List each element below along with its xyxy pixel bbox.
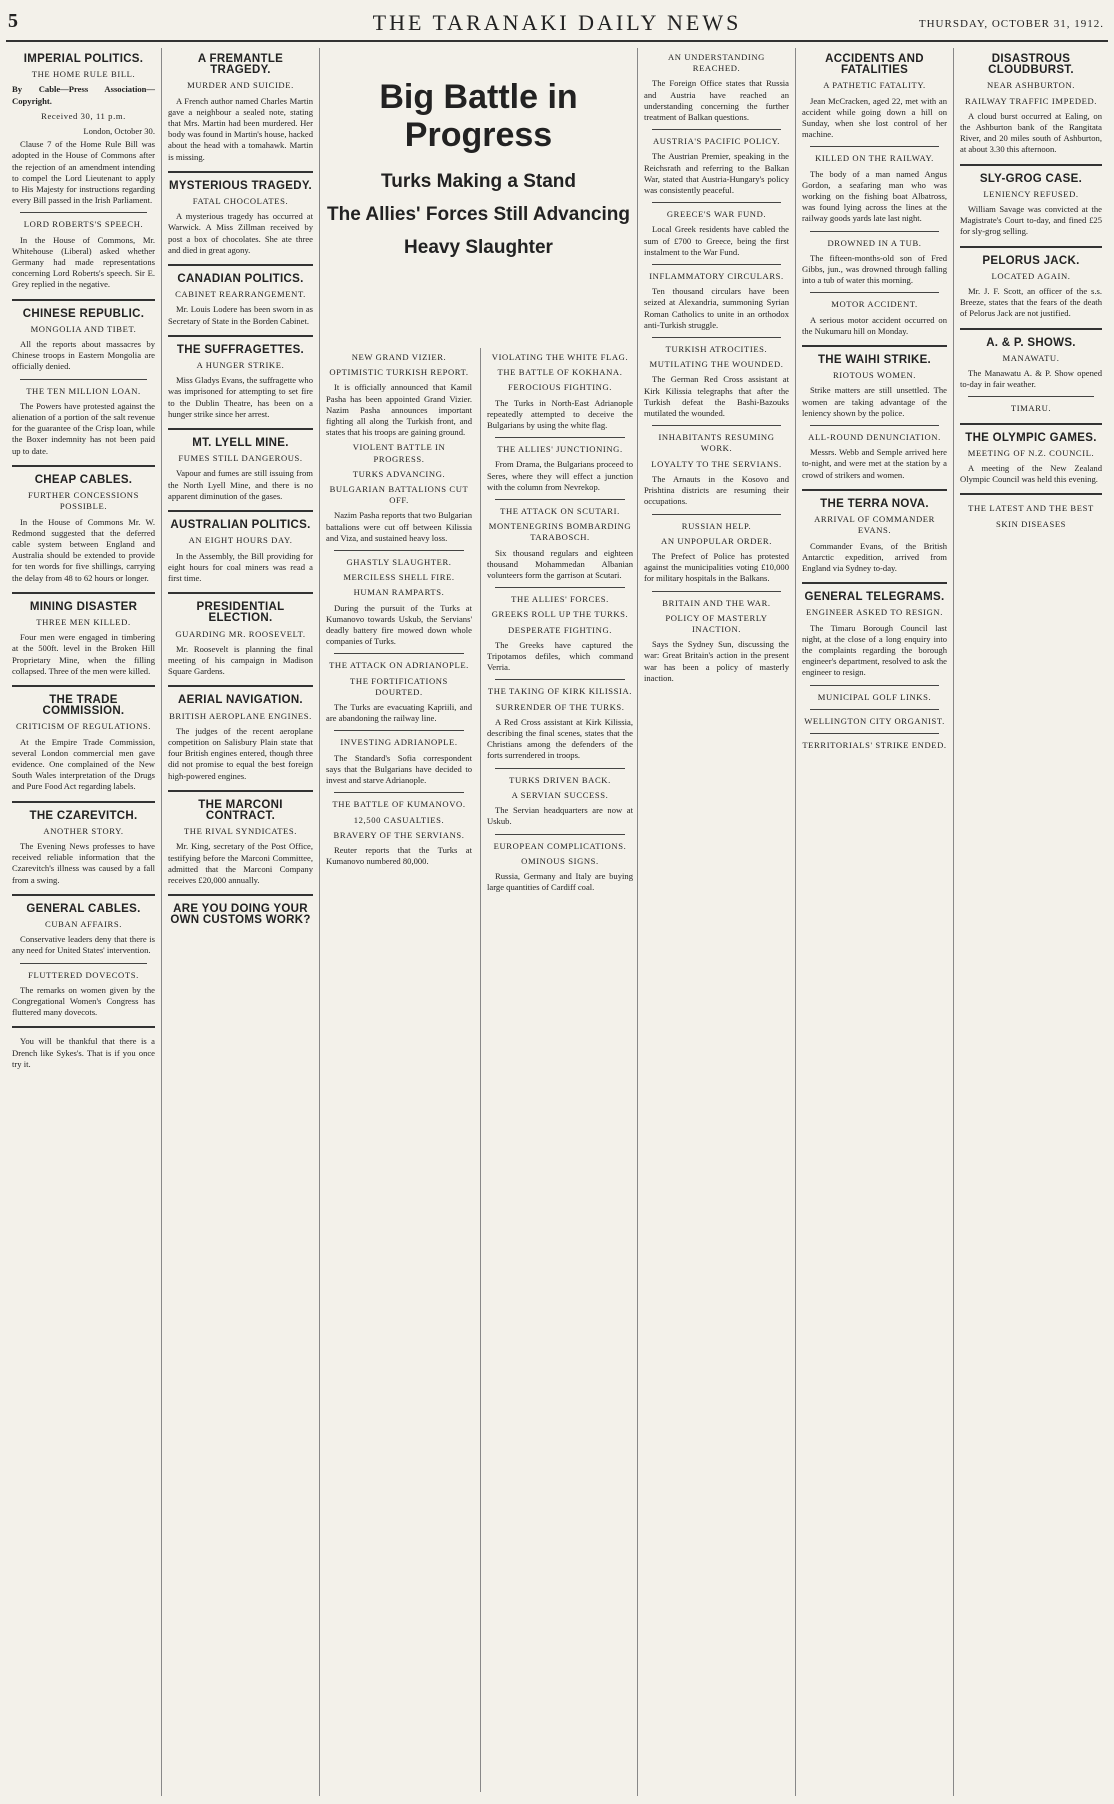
advertisement: You will be thankful that there is a Drench like Sykes's. That is if you once try it. [12,1036,155,1069]
section-heading: MINING DISASTER [29,600,138,613]
column-2 [162,48,320,1796]
section-heading: AERIAL NAVIGATION. [178,694,303,707]
sub-heading: MONGOLIA AND TIBET. [30,323,137,334]
article-paragraph: Russia, Germany and Italy are buying large quantities of Cardiff coal. [487,870,633,893]
sub-heading: MUNICIPAL GOLF LINKS. [817,691,932,702]
column-1 [6,48,162,1796]
article-paragraph: William Savage was convicted at the Magistrate's Court to-day, and fined £25 for sly-grog selling. [960,204,1102,237]
sub-heading: THE RIVAL SYNDICATES. [183,826,298,837]
war-news-columns [326,348,631,1792]
sub-heading: FATAL CHOCOLATES. [192,196,289,207]
sub-heading: THREE MEN KILLED. [36,616,131,627]
sub-heading: TURKISH ATROCITIES. [665,344,768,355]
article-paragraph: A French author named Charles Martin gave a neighbour a sealed note, stating that Mrs. Martin had been murdered. Her body was found in Martin's house, hacked about the head with a tomahawk. Martin is missing. [168,95,313,162]
sub-heading: MOTOR ACCIDENT. [831,299,918,310]
article-paragraph: A Red Cross assistant at Kirk Kilissia, describing the final scenes, states that the Christians among the defenders of the forts surrendered in troops. [487,716,633,761]
section-heading: THE MARCONI CONTRACT. [198,798,283,822]
article-paragraph: Miss Gladys Evans, the suffragette who was imprisoned for attempting to set fire to the Dublin Theatre, has been on a hunger strike since her arrest. [168,375,313,419]
article-paragraph: Conservative leaders deny that there is any need for United States' intervention. [12,934,155,956]
article-paragraph: All the reports about massacres by Chinese troops in Eastern Mongolia are officially denied. [12,339,155,372]
article-paragraph: Messrs. Webb and Semple arrived here to-night, and were met at the station by a crowd of strikers and women. [802,447,947,480]
sub-heading: BRITISH AEROPLANE ENGINES. [169,710,312,721]
article-paragraph: A serious motor accident occurred on the Nukumaru hill on Monday. [802,314,947,336]
sub-heading: THE BATTLE OF KOKHANA. [497,367,623,378]
sub-heading: AN UNPOPULAR ORDER. [661,535,772,546]
article-paragraph: The body of a man named Angus Gordon, a seafaring man who was working on the fishing boat Albatross, was found lying across the lines at the railway goods yards late last night. [802,168,947,224]
article-paragraph: Vapour and fumes are still issuing from the North Lyell Mine, and there is no apparent diminution of the gases. [168,468,313,501]
column-war-news [320,48,638,1796]
sub-heading: LENIENCY REFUSED. [983,188,1079,199]
section-heading: DISASTROUS CLOUDBURST. [988,53,1074,77]
article-paragraph: The remarks on women given by the Congregational Women's Congress has fluttered many dovecots. [12,984,155,1018]
section-heading: THE WAIHI STRIKE. [817,354,932,367]
column-6 [954,48,1108,1796]
article-paragraph: Local Greek residents have cabled the sum of £700 to Greece, being the first instalment to the War Fund. [644,224,789,257]
sub-heading: MEETING OF N.Z. COUNCIL. [967,447,1095,458]
sub-heading: RIOTOUS WOMEN. [832,370,917,381]
received-line: Received 30, 11 p.m. [41,110,126,121]
sub-heading: ARRIVAL OF COMMANDER EVANS. [814,514,935,536]
article-paragraph: Strike matters are still unsettled. The women are taking advantage of the leniency shown by the police. [802,385,947,418]
sub-heading: THE HOME RULE BILL. [31,69,136,80]
article-paragraph: The Turks are evacuating Kapriili, and are abandoning the railway line. [326,702,472,724]
section-heading: THE OLYMPIC GAMES. [965,431,1097,444]
article-paragraph: Mr. Louis Lodere has been sworn in as Secretary of State in the Borden Cabinet. [168,304,313,326]
section-heading: MT. LYELL MINE. [192,437,289,450]
war-news-left [326,348,472,1792]
advertisement-heading: SKIN DISEASES [995,518,1067,529]
article-paragraph: In the House of Commons Mr. W. Redmond suggested that the deferred cable system between England and Australia should be extended to provide for ten words for five shillings, carrying the delay from 48 to 62 hours or longer. [12,516,155,583]
article-paragraph: It is officially announced that Kamil Pasha has been appointed Grand Vizier. Nazim Pasha announces important fighting all along the Turkish front, and states that his troops are gaining ground. [326,382,472,438]
sub-heading: MUTILATING THE WOUNDED. [649,359,784,370]
section-heading: GENERAL CABLES. [26,902,141,915]
article-paragraph: Six thousand regulars and eighteen thousand Mohammedan Albanian volunteers form the garrison at Scutari. [487,547,633,581]
article-paragraph: During the pursuit of the Turks at Kumanovo towards Uskub, the Servians' deadly battery fire mowed down whole companies of Turks. [326,602,472,647]
article-paragraph: The Prefect of Police has protested against the municipalities voting £10,000 for military hospitals in the Balkans. [644,550,789,584]
sub-heading: AUSTRIA'S PACIFIC POLICY. [652,136,781,147]
section-heading: A. & P. SHOWS. [986,336,1076,349]
column-5 [796,48,954,1796]
section-heading: THE CZAREVITCH. [29,809,138,822]
sub-heading: THE FORTIFICATIONS DOURTED. [350,675,448,697]
sub-heading: TURKS DRIVEN BACK. [509,774,611,785]
article-paragraph: The Timaru Borough Council last night, at the close of a long enquiry into the complaints regarding the borough engineer's department, resolved to ask the engineer to resign. [802,622,947,678]
section-heading: PRESIDENTIAL ELECTION. [196,601,285,625]
page-number: 5 [8,10,18,32]
article-paragraph: The fifteen-months-old son of Fred Gibbs, jun., was drowned through falling into a tub of water this morning. [802,252,947,286]
column-4 [638,48,796,1796]
issue-date: THURSDAY, OCTOBER 31, 1912. [918,18,1104,30]
sub-heading: ANOTHER STORY. [43,825,124,836]
sub-heading: EUROPEAN COMPLICATIONS. [493,840,627,851]
sub-heading: CABINET REARRANGEMENT. [175,289,306,300]
sub-heading: TIMARU. [1010,403,1052,414]
byline: By Cable—Press Association—Copyright. [12,84,155,106]
sub-heading: POLICY OF MASTERLY INACTION. [665,612,768,634]
article-paragraph: Says the Sydney Sun, discussing the war: Great Britain's action in the present war has been a policy of masterly inaction. [644,639,789,683]
section-heading: SLY-GROG CASE. [979,172,1083,185]
war-news-right [480,348,633,1792]
article-paragraph: The Manawatu A. & P. Show opened to-day in fair weather. [960,368,1102,390]
sub-heading: NEW GRAND VIZIER. [351,352,447,362]
section-heading: GENERAL TELEGRAMS. [804,591,945,604]
article-paragraph: In the House of Commons, Mr. Whitehouse (Liberal) asked whether Germany had made representations concerning Lord Roberts's speech. Sir E. Grey replied in the negative. [12,234,155,290]
sub-heading: RAILWAY TRAFFIC IMPEDED. [964,95,1098,106]
article-paragraph: The judges of the recent aeroplane competition on Salisbury Plain state that four British engines entered, though three did not promise to equal the best foreign high-powered engines. [168,725,313,781]
newspaper-title: THE TARANAKI DAILY NEWS [372,10,742,35]
sub-heading: ALL-ROUND DENUNCIATION. [808,432,941,443]
sub-heading: BULGARIAN BATTALIONS CUT OFF. [329,484,469,506]
article-paragraph: Jean McCracken, aged 22, met with an accident while going down a hill on Sunday, when she lost control of her machine. [802,95,947,140]
sub-heading: FEROCIOUS FIGHTING. [507,382,613,393]
sub-heading: THE TAKING OF KIRK KILISSIA. [487,686,633,697]
dateline: London, October 30. [83,126,155,137]
sub-heading: THE ATTACK ON ADRIANOPLE. [329,660,469,671]
sub-heading: MANAWATU. [1002,352,1060,363]
sub-heading: GREEKS ROLL UP THE TURKS. [491,609,629,620]
article-paragraph: At the Empire Trade Commission, several London commercial men gave evidence. One complained of the New South Wales interpretation of the Drugs and Pure Food Act regarding labels. [12,736,155,792]
section-heading: CHEAP CABLES. [34,473,133,486]
advertisement-heading: THE LATEST AND THE BEST [968,503,1094,514]
article-paragraph: Mr. Roosevelt is planning the final meeting of his campaign in Madison Square Gardens. [168,643,313,677]
newspaper-page [6,48,1108,1796]
article-paragraph: Nazim Pasha reports that two Bulgarian battalions were cut off between Kilissia and Viza, and sustained heavy loss. [326,510,472,543]
section-heading: THE TRADE COMMISSION. [42,693,125,718]
sub-heading: DROWNED IN A TUB. [827,237,922,248]
section-heading: IMPERIAL POLITICS. [23,53,144,65]
article-paragraph: A cloud burst occurred at Ealing, on the Ashburton bank of the Rangitata River, and 20 miles south of Ashburton, at about 3.30 this afternoon. [960,110,1102,155]
sub-heading: BRITAIN AND THE WAR. [662,597,771,608]
masthead [6,6,1108,42]
section-heading: CHINESE REPUBLIC. [22,307,145,320]
sub-heading: GHASTLY SLAUGHTER. [346,557,452,568]
sub-heading: THE ALLIES' JUNCTIONING. [497,444,623,455]
article-paragraph: Reuter reports that the Turks at Kumanovo numbered 80,000. [326,844,472,867]
advertisement-heading: ARE YOU DOING YOUR OWN CUSTOMS WORK? [170,903,311,927]
sub-heading: KILLED ON THE RAILWAY. [815,153,934,164]
sub-heading: INHABITANTS RESUMING WORK. [658,432,775,454]
sub-heading: FLUTTERED DOVECOTS. [28,969,139,980]
article-paragraph: From Drama, the Bulgarians proceed to Seres, where they will effect a junction with the column from Nevrekop. [487,459,633,492]
sub-heading: LORD ROBERTS'S SPEECH. [23,219,144,230]
sub-heading: NEAR ASHBURTON. [986,80,1076,91]
section-heading: A FREMANTLE TRAGEDY. [197,53,284,77]
sub-heading: LOCATED AGAIN. [991,270,1071,281]
article-paragraph: Commander Evans, of the British Antarctic expedition, arrived from England via Sydney to-day. [802,540,947,573]
sub-heading: THE ATTACK ON SCUTARI. [500,506,620,517]
secondary-headline: The Allies' Forces Still Advancing [327,204,630,226]
sub-heading: GREECE'S WAR FUND. [666,209,767,220]
sub-heading: INFLAMMATORY CIRCULARS. [649,271,784,282]
sub-heading: HUMAN RAMPARTS. [353,587,445,598]
sub-heading: GUARDING MR. ROOSEVELT. [175,628,306,639]
sub-heading: OPTIMISTIC TURKISH REPORT. [329,367,469,378]
sub-heading: SURRENDER OF THE TURKS. [495,701,625,712]
sub-heading: FUMES STILL DANGEROUS. [178,453,303,464]
sub-heading: BRAVERY OF THE SERVIANS. [333,829,465,840]
article-paragraph: The Austrian Premier, speaking in the Reichsrath and referring to the Balkan War, stated that Austria-Hungary's policy was consistently peaceful. [644,151,789,196]
article-paragraph: Four men were engaged in timbering at the 500ft. level in the Broken Hill Proprietary Mine, when the filling collapsed. Three of the men were killed. [12,632,155,676]
article-paragraph: The Servian headquarters are now at Uskub. [487,805,633,827]
sub-heading: OMINOUS SIGNS. [521,855,599,866]
article-paragraph: The Turks in North-East Adrianople repeatedly attempted to deceive the Bulgarians by using the white flag. [487,397,633,431]
article-paragraph: The German Red Cross assistant at Kirk Kilissia telegraphs that after the Turkish defeat the Bashi-Bazouks mutilated the wounded. [644,374,789,419]
sub-heading: WELLINGTON CITY ORGANIST. [804,715,945,726]
secondary-headline: Turks Making a Stand [381,171,576,192]
sub-heading: 12,500 CASUALTIES. [353,814,445,825]
article-paragraph: The Arnauts in the Kosovo and Prishtina districts are resuming their occupations. [644,473,789,507]
sub-heading: MERCILESS SHELL FIRE. [343,572,455,583]
main-headline: Big Battle in Progress [379,78,578,154]
sub-heading: TURKS ADVANCING. [352,468,446,479]
sub-heading: A PATHETIC FATALITY. [823,80,926,91]
article-paragraph: A meeting of the New Zealand Olympic Council was held this evening. [960,463,1102,485]
article-paragraph: Ten thousand circulars have been seized at Alexandria, summoning Syrian Roman Catholics to unite in an orthodox anti-Turkish struggle. [644,286,789,330]
sub-heading: AN UNDERSTANDING REACHED. [668,52,765,74]
sub-heading: LOYALTY TO THE SERVIANS. [651,458,782,469]
sub-heading: MURDER AND SUICIDE. [187,80,294,91]
sub-heading: FURTHER CONCESSIONS POSSIBLE. [28,490,139,512]
article-paragraph: Mr. J. F. Scott, an officer of the s.s. Breeze, states that the fears of the death of Pelorus Jack are not justified. [960,286,1102,319]
sub-heading: RUSSIAN HELP. [681,520,752,531]
section-heading: ACCIDENTS AND FATALITIES [825,53,924,77]
sub-heading: A SERVIAN SUCCESS. [511,789,609,800]
sub-heading: VIOLENT BATTLE IN PROGRESS. [352,442,446,464]
section-heading: PELORUS JACK. [982,254,1080,267]
sub-heading: DESPERATE FIGHTING. [507,624,613,635]
sub-heading: ENGINEER ASKED TO RESIGN. [806,607,943,618]
section-heading: AUSTRALIAN POLITICS. [170,519,311,532]
article-paragraph: The Standard's Sofia correspondent says that the Bulgarians have decided to invest and starve Adrianople. [326,752,472,786]
article-paragraph: The Powers have protested against the alienation of a portion of the salt revenue for the guarantee of the Crisp loan, while the Boxer indemnity has not been paid up to date. [12,400,155,456]
section-heading: THE SUFFRAGETTES. [176,343,305,356]
sub-heading: A HUNGER STRIKE. [196,360,285,371]
article-paragraph: In the Assembly, the Bill providing for eight hours for coal miners was read a first time. [168,550,313,583]
sub-heading: VIOLATING THE WHITE FLAG. [491,352,629,362]
article-paragraph: The Foreign Office states that Russia and Austria have reached an understanding concerning the further treatment of Balkan questions. [644,78,789,123]
sub-heading: CUBAN AFFAIRS. [44,918,122,929]
section-heading: MYSTERIOUS TRAGEDY. [168,179,313,192]
article-paragraph: The Evening News professes to have received reliable information that the Czarevitch's illness was caused by a fall from a swing. [12,840,155,885]
sub-heading: MONTENEGRINS BOMBARDING TARABOSCH. [488,521,632,543]
sub-heading: THE BATTLE OF KUMANOVO. [332,799,466,810]
sub-heading: CRITICISM OF REGULATIONS. [15,721,152,732]
article-paragraph: Clause 7 of the Home Rule Bill was adopted in the House of Commons after the rejection of an amendment intending to compel the Lord Lieutenant to apply to His Majesty for instructions regarding every Bill passed in the Irish Parliament. [12,139,155,206]
article-paragraph: Mr. King, secretary of the Post Office, testifying before the Marconi Committee, admitted that the Marconi Company receives £20,000 annually. [168,841,313,885]
sub-heading: THE TEN MILLION LOAN. [26,385,141,396]
sub-heading: TERRITORIALS' STRIKE ENDED. [802,739,947,750]
sub-heading: INVESTING ADRIANOPLE. [340,737,458,748]
section-heading: CANADIAN POLITICS. [177,273,304,286]
sub-heading: AN EIGHT HOURS DAY. [188,535,293,546]
sub-heading: THE ALLIES' FORCES. [511,594,609,605]
article-paragraph: A mysterious tragedy has occurred at Warwick. A Miss Zillman received by post a box of chocolates. She ate three and died in great agony. [168,211,313,255]
section-heading: THE TERRA NOVA. [820,497,929,510]
article-paragraph: The Greeks have captured the Tripotamos defiles, which command Verria. [487,639,633,673]
secondary-headline: Heavy Slaughter [404,237,553,259]
